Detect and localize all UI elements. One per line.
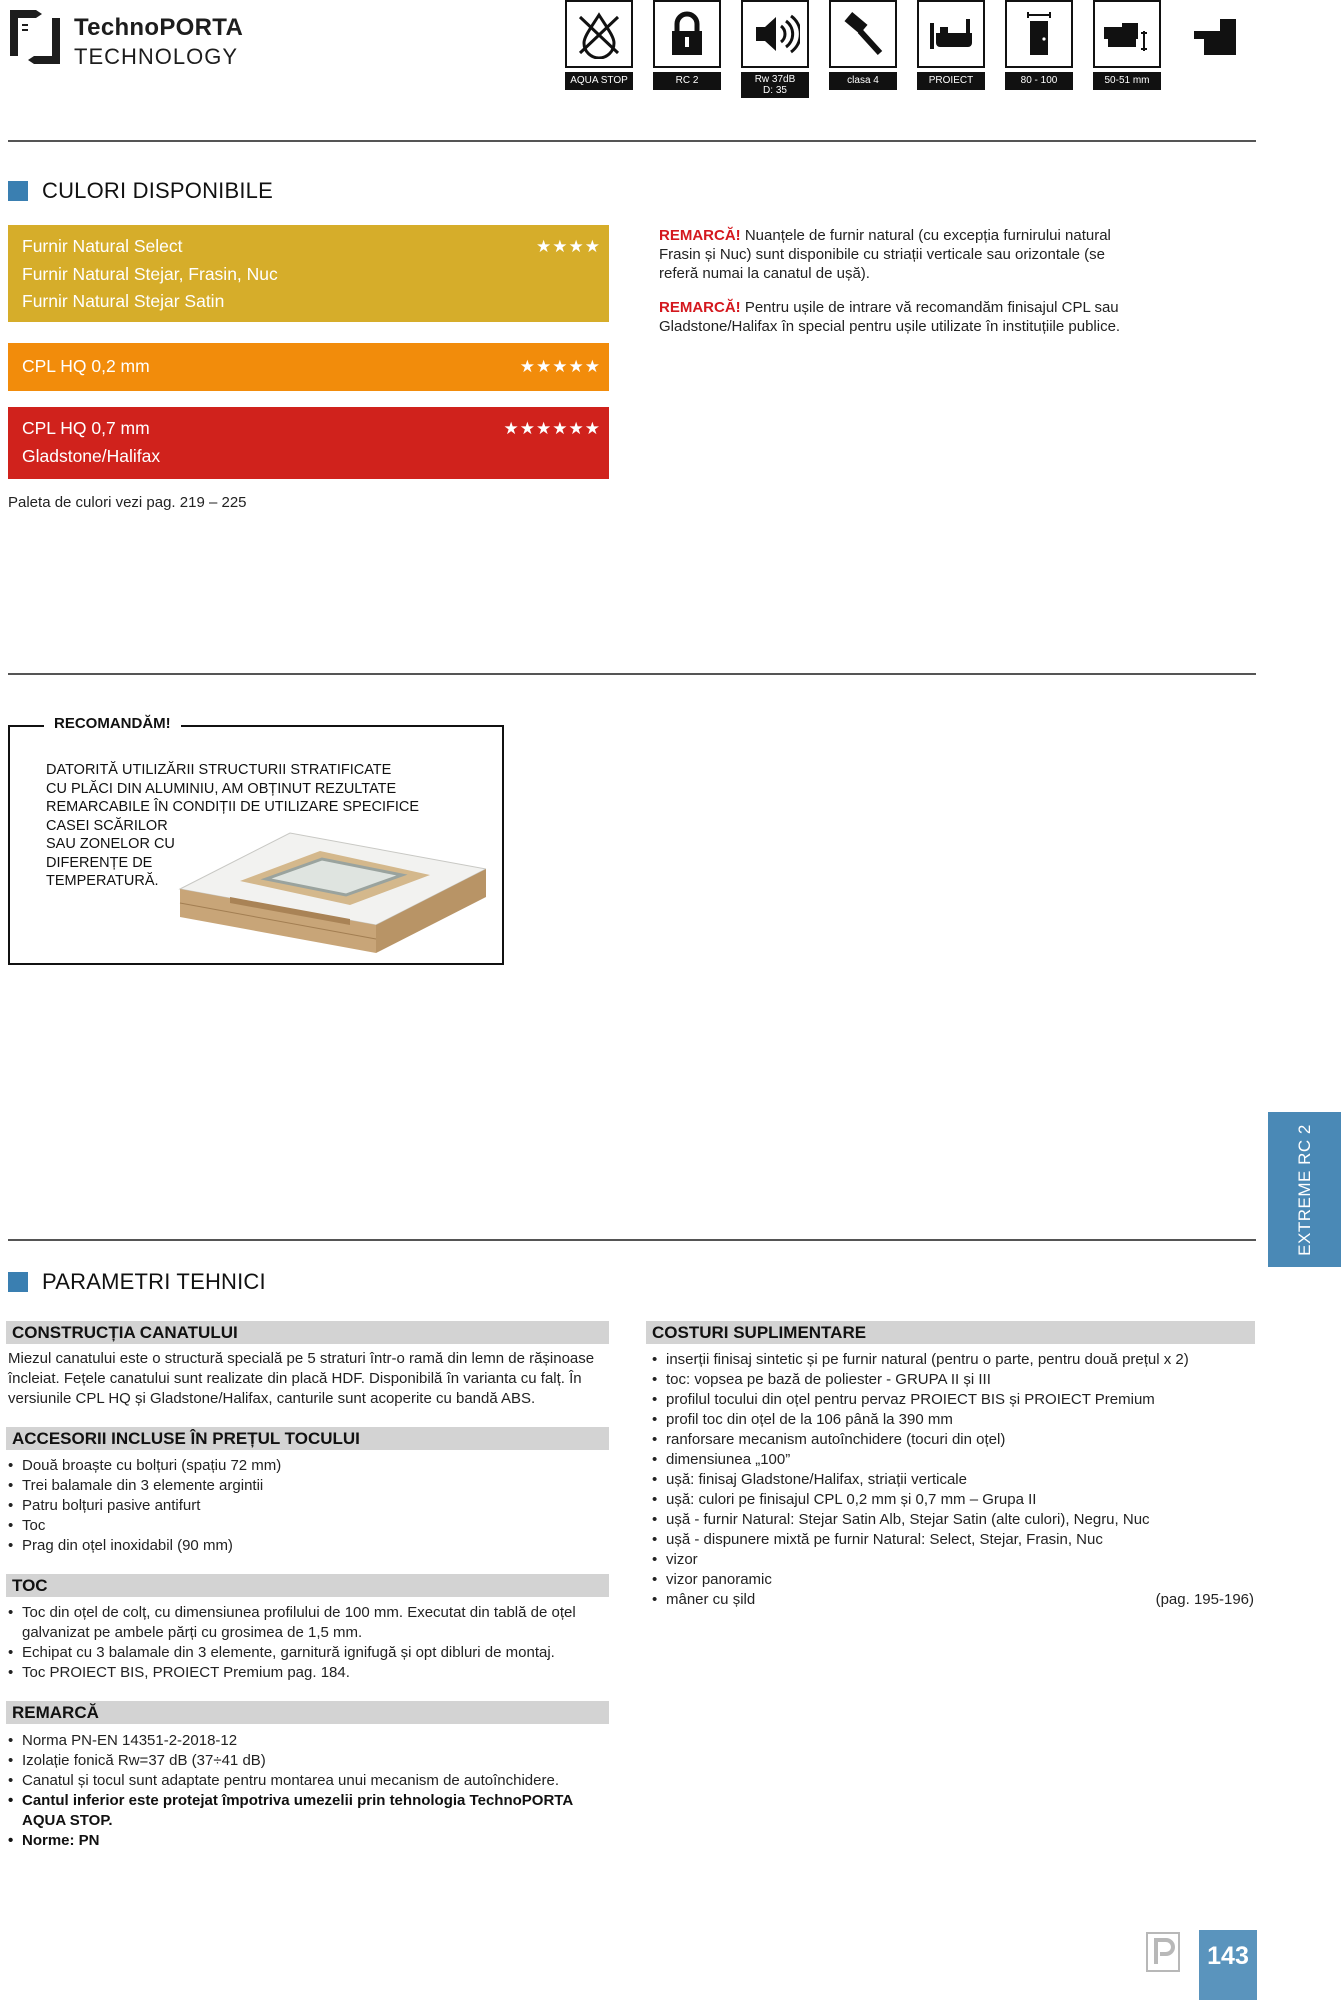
remark-list <box>8 1731 618 1851</box>
list-item: • toc: vopsea pe bază de poliester - GRUPA II și III <box>652 1370 1254 1390</box>
colors-section-heading <box>8 178 273 204</box>
feature-label: 50-51 mm <box>1093 72 1161 90</box>
technoporta-small-logo-icon <box>1146 1932 1180 1972</box>
band-line: Furnir Natural Select <box>22 236 183 256</box>
recommendation-line: DATORITĂ UTILIZĂRII STRUCTURII STRATIFICATE <box>46 762 392 778</box>
band-line: CPL HQ 0,2 mm <box>22 356 150 376</box>
list-item: • Patru bolțuri pasive antifurt <box>8 1496 608 1516</box>
list-item: • vizor <box>652 1550 1254 1570</box>
feature-label: clasa 4 <box>829 72 897 90</box>
list-item-line: • Toc din oțel de colț, cu dimensiunea profilului de 100 mm. Executat din tablă de oțel <box>22 1604 576 1621</box>
remark-title: REMARCĂ <box>6 1701 609 1724</box>
chapter-tab <box>1268 1112 1341 1267</box>
band-line: Furnir Natural Stejar, Frasin, Nuc <box>22 263 278 284</box>
list-item: • Norma PN-EN 14351-2-2018-12 <box>8 1731 618 1751</box>
accessories-list <box>8 1456 608 1556</box>
list-item: • Două broaște cu bolțuri (spațiu 72 mm) <box>8 1456 608 1476</box>
bathtub-icon <box>917 0 985 68</box>
door-profile-icon <box>1181 0 1249 68</box>
speaker-icon <box>741 0 809 68</box>
list-item: • profilul tocului din oțel pentru pervaz PROIECT BIS și PROIECT Premium <box>652 1390 1254 1410</box>
rating-stars: ★★★★★★ <box>503 419 601 438</box>
list-item: • ușă: culori pe finisajul CPL 0,2 mm și 0,7 mm – Grupa II <box>652 1490 1254 1510</box>
list-item: • Echipat cu 3 balamale din 3 elemente, garnitură ignifugă și opt dibluri de montaj. <box>8 1643 608 1663</box>
divider-middle <box>8 673 1256 675</box>
list-item: • vizor panoramic <box>652 1570 1254 1590</box>
list-item: • Canatul și tocul sunt adaptate pentru montarea unui mecanism de autoînchidere. <box>8 1771 618 1791</box>
params-section-heading <box>8 1269 266 1295</box>
list-item: • Toc PROIECT BIS, PROIECT Premium pag. 184. <box>8 1663 608 1683</box>
chapter-tab-label: EXTREME RC 2 <box>1294 1123 1314 1256</box>
colors-section-title: CULORI DISPONIBILE <box>42 178 273 203</box>
params-section-title: PARAMETRI TEHNICI <box>42 1269 266 1294</box>
feature-label-line2: D: 35 <box>763 85 787 96</box>
accessories-title: ACCESORII INCLUSE ÎN PREȚUL TOCULUI <box>6 1427 609 1450</box>
list-item: • Trei balamale din 3 elemente argintii <box>8 1476 608 1496</box>
feature-label <box>741 72 809 98</box>
frame-title: TOC <box>6 1574 609 1597</box>
construction-line: Miezul canatului este o structură specială pe 5 straturi într-o ramă din lemn de rășinoase <box>8 1350 595 1367</box>
hammer-icon <box>829 0 897 68</box>
recommendation-title: RECOMANDĂM! <box>44 715 181 732</box>
note-entrance <box>659 298 1139 336</box>
note-text: Pentru ușile de intrare vă recomandăm finisajul CPL sau Gladstone/Halifax în special pentru ușile utilizate în instituțiile publice. <box>659 299 1121 335</box>
list-item-line: • Cantul inferior este protejat împotriva umezelii prin tehnologia TechnoPORTA <box>22 1792 574 1809</box>
rating-stars: ★★★★ <box>536 237 601 256</box>
divider-top <box>8 140 1256 142</box>
recommendation-line: TEMPERATURĂ. <box>46 873 159 889</box>
note-prefix: REMARCĂ! <box>659 299 741 316</box>
list-item: • Norme: PN <box>8 1831 618 1851</box>
frame-list <box>8 1603 608 1683</box>
list-item: • ușă - dispunere mixtă pe furnir Natural: Select, Stejar, Frasin, Nuc <box>652 1530 1254 1550</box>
color-band-cpl-02 <box>8 343 609 391</box>
note-veneer <box>659 226 1139 283</box>
feature-label: AQUA STOP <box>565 72 633 90</box>
recommendation-line: DIFERENȚE DE <box>46 854 153 871</box>
door-thickness-icon <box>1093 0 1161 68</box>
section-marker <box>8 181 28 201</box>
page-reference: (pag. 195-196) <box>1155 1591 1254 1608</box>
list-item-line: galvanizat pe ambele părți cu grosimea de 1,5 mm. <box>22 1624 363 1641</box>
feature-rc2 <box>653 0 721 90</box>
feature-label: PROIECT <box>917 72 985 90</box>
door-cross-section-image <box>170 817 486 957</box>
feature-width <box>1005 0 1073 90</box>
feature-label-line1: Rw 37dB <box>754 74 796 85</box>
divider-params <box>8 1239 1256 1241</box>
aqua-stop-icon <box>565 0 633 68</box>
padlock-icon <box>653 0 721 68</box>
band-line: Gladstone/Halifax <box>22 445 161 466</box>
construction-line: încleiat. Fețele canatului sunt realizate din placă HDF. Disponibilă în varianta cu falț. În <box>8 1370 582 1387</box>
feature-class4 <box>829 0 897 90</box>
list-item: • Toc <box>8 1516 608 1536</box>
note-text: Nuanțele de furnir natural (cu excepția furnirului natural Frasin și Nuc) sunt disponibile cu striații verticale sau orizontale (se referă numai la canatul de ușă). <box>659 227 1111 282</box>
brand-logo <box>6 6 256 72</box>
rating-stars: ★★★★★ <box>519 357 601 376</box>
recommendation-line: CASEI SCĂRILOR <box>46 817 168 834</box>
list-item: • dimensiunea „100” <box>652 1450 1254 1470</box>
technoporta-logo-icon <box>6 6 64 68</box>
construction-title: CONSTRUCȚIA CANATULUI <box>6 1321 609 1344</box>
list-item: • ranforsare mecanism autoînchidere (tocuri din oțel) <box>652 1430 1254 1450</box>
extra-costs-title: COSTURI SUPLIMENTARE <box>646 1321 1255 1344</box>
list-item-line: AQUA STOP. <box>22 1812 113 1829</box>
feature-acoustic <box>741 0 809 98</box>
recommendation-line: CU PLĂCI DIN ALUMINIU, AM OBȚINUT REZULTATE <box>46 780 397 797</box>
feature-profile <box>1181 0 1249 68</box>
note-prefix: REMARCĂ! <box>659 227 741 244</box>
page-number: 143 <box>1199 1930 1257 2000</box>
construction-line: versiunile CPL HQ și Gladstone/Halifax, canturile sunt acoperite cu bandă ABS. <box>8 1390 536 1407</box>
feature-label: 80 - 100 <box>1005 72 1073 90</box>
palette-note: Paleta de culori vezi pag. 219 – 225 <box>8 494 247 511</box>
list-item <box>652 1590 1254 1610</box>
construction-text <box>8 1349 618 1409</box>
section-marker <box>8 1272 28 1292</box>
brand-subtitle: TECHNOLOGY <box>74 44 239 69</box>
list-item <box>8 1603 608 1643</box>
color-notes <box>659 226 1139 351</box>
feature-proiect <box>917 0 985 90</box>
band-line: Furnir Natural Stejar Satin <box>22 291 225 311</box>
recommendation-line: SAU ZONELOR CU <box>46 836 175 852</box>
list-item: • inserții finisaj sintetic și pe furnir natural (pentru o parte, pentru două prețul x 2) <box>652 1350 1254 1370</box>
door-width-icon <box>1005 0 1073 68</box>
recommendation-line: REMARCABILE ÎN CONDIȚII DE UTILIZARE SPECIFICE <box>46 799 420 815</box>
color-band-cpl-07 <box>8 407 609 479</box>
feature-aqua-stop <box>565 0 633 90</box>
list-item <box>8 1791 618 1831</box>
brand-name: TechnoPORTA <box>74 14 244 41</box>
list-item: • ușă - furnir Natural: Stejar Satin Alb, Stejar Satin (alte culori), Negru, Nuc <box>652 1510 1254 1530</box>
extra-costs-list <box>652 1350 1254 1610</box>
feature-thickness <box>1093 0 1161 90</box>
list-item-text: mâner cu șild <box>666 1591 756 1608</box>
list-item: • profil toc din oțel de la 106 până la 390 mm <box>652 1410 1254 1430</box>
color-band-natural-veneer <box>8 225 609 322</box>
list-item: • Prag din oțel inoxidabil (90 mm) <box>8 1536 608 1556</box>
list-item: • Izolație fonică Rw=37 dB (37÷41 dB) <box>8 1751 618 1771</box>
recommendation-box <box>8 715 504 965</box>
band-line: CPL HQ 0,7 mm <box>22 418 150 438</box>
list-item: • ușă: finisaj Gladstone/Halifax, striații verticale <box>652 1470 1254 1490</box>
feature-label: RC 2 <box>653 72 721 90</box>
